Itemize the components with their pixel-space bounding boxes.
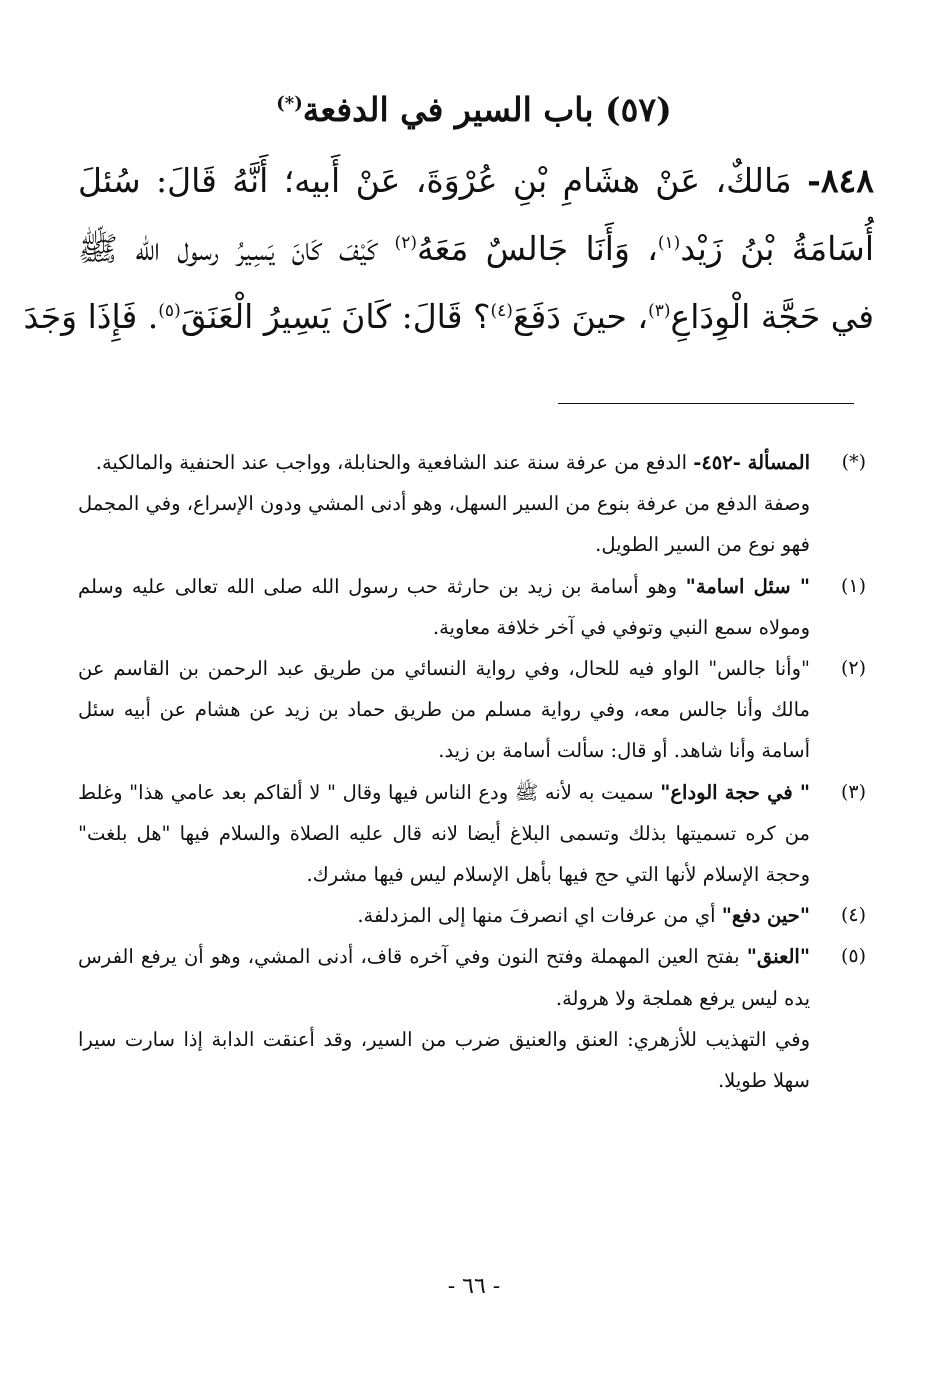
hadith-line-2 bbox=[78, 212, 874, 280]
hadith-number: ٨٤٨- bbox=[807, 161, 875, 200]
footnote-text bbox=[78, 566, 810, 648]
footnote-item bbox=[78, 648, 866, 772]
footnote-text bbox=[78, 895, 810, 936]
footnote-heading: "العنق" bbox=[746, 945, 810, 969]
footnote-item bbox=[78, 772, 866, 896]
footnote-mark: (٢) bbox=[840, 657, 866, 680]
footnote-mark: (٥) bbox=[840, 945, 866, 968]
footnote-ref-2: (٢) bbox=[394, 233, 417, 253]
footnote-body: بفتح العين المهملة وفتح النون وفي آخره قاف، أدنى المشي، وهو أن يرفع الفرس يده ليس يرفع هملجة ولا هرولة. bbox=[78, 945, 810, 1010]
footnote-separator bbox=[558, 403, 854, 404]
footnote-item bbox=[78, 442, 866, 483]
footnote-item bbox=[78, 566, 866, 648]
footnote-ref-1: (١) bbox=[657, 233, 681, 253]
hadith-line-2-part-c: كَيْفَ كَانَ يَسِيرُ رسول الله ﷺ bbox=[78, 229, 378, 268]
footnote-ref-4: (٤) bbox=[490, 301, 513, 321]
footnote-body: سميت به لأنه ﷺ ودع الناس فيها وقال " لا ألقاكم بعد عامي هذا" وغلط من كره تسميتها بذلك وتسمى البلاغ أيضا لانه قال عليه الصلاة والسلام فيها "هل بلغت" وحجة الإسلام لأنها التي حج فيها بأهل الإسلام ليس فيها مشرك. bbox=[78, 780, 810, 887]
footnote-body: وهو أسامة بن زيد بن حارثة حب رسول الله صلى الله تعالى عليه وسلم ومولاه سمع النبي وتوفي في آخر خلافة معاوية. bbox=[78, 574, 810, 639]
footnote-ref-3: (٣) bbox=[648, 301, 671, 321]
footnote-body: وصفة الدفع من عرفة بنوع من السير السهل، وهو أدنى المشي ودون الإسراع، وفي المجمل فهو نوع من السير الطويل. bbox=[78, 492, 811, 557]
footnote-body: الدفع من عرفة سنة عند الشافعية والحنابلة، وواجب عند الحنفية والمالكية. bbox=[95, 451, 688, 474]
hadith-line-3-part-b: ، حينَ دَفَعَ bbox=[512, 297, 649, 336]
footnote-mark: (*) bbox=[841, 451, 866, 473]
page-number: - ٦٦ - bbox=[447, 1274, 501, 1299]
hadith-line-1 bbox=[78, 150, 874, 212]
footnote-mark: (١) bbox=[840, 574, 866, 597]
footnote-heading: المسألة -٤٥٢- bbox=[693, 451, 810, 474]
footnote-item bbox=[78, 1019, 866, 1101]
hadith-line-2-part-a: أُسَامَةُ بْنُ زَيْد bbox=[680, 229, 874, 268]
footnote-mark: (٤) bbox=[840, 904, 866, 927]
hadith-line-3 bbox=[23, 280, 874, 348]
hadith-line-3-part-c: ؟ قَالَ: كَانَ يَسِيرُ الْعَنَقَ bbox=[180, 297, 491, 336]
footnote-item bbox=[78, 895, 866, 936]
footnote-text bbox=[78, 442, 810, 483]
footnote-body: أي من عرفات اي انصرفَ منها إلى المزدلفة. bbox=[357, 904, 716, 928]
hadith-line-1-text: مَالكٌ، عَنْ هشَامِ بْنِ عُرْوَةَ، عَنْ أَبيه؛ أَنَّهُ قَالَ: سُئلَ bbox=[78, 161, 792, 200]
footnote-body: وفي التهذيب للأزهري: العنق والعنيق ضرب من السير، وقد أعنقت الدابة إذا سارت سيرا سهلا طويلا. bbox=[78, 1027, 810, 1093]
footnote-text bbox=[78, 936, 810, 1018]
footnote-text bbox=[78, 483, 810, 565]
footnote-item bbox=[78, 483, 866, 565]
footnote-heading: " سئل اسامة" bbox=[685, 574, 810, 598]
hadith-line-3-part-d: . فَإِذَا وَجَدَ bbox=[23, 297, 159, 336]
chapter-title-text: (٥٧) باب السير في الدفعة bbox=[302, 90, 672, 129]
footnote-body: "وأنا جالس" الواو فيه للحال، وفي رواية النسائي من طريق عبد الرحمن بن القاسم عن مالك وأنا جالس معه، وفي رواية مسلم من طريق حماد بن زيد عن هشام عن أبيه سئل أسامة وأنا شاهد. أو قال: سألت أسامة بن زيد. bbox=[78, 657, 810, 763]
footnote-mark: (٣) bbox=[840, 780, 866, 803]
footnote-ref-5: (٥) bbox=[158, 301, 181, 321]
footnote-heading: " في حجة الوداع" bbox=[660, 780, 810, 804]
chapter-title-footnote-mark: (*) bbox=[276, 93, 303, 114]
hadith-text bbox=[23, 150, 875, 348]
footnotes bbox=[78, 442, 866, 1101]
chapter-title bbox=[0, 82, 948, 132]
footnote-item bbox=[78, 936, 866, 1018]
hadith-line-3-part-a: في حَجَّة الْوِدَاعِ bbox=[670, 297, 874, 336]
footnote-text bbox=[78, 1019, 810, 1101]
footnote-text bbox=[78, 648, 810, 772]
footnote-heading: "حين دفع" bbox=[721, 904, 810, 928]
hadith-line-2-part-b: ، وَأَنَا جَالسٌ مَعَهُ bbox=[416, 229, 658, 268]
footnote-text bbox=[78, 772, 810, 896]
